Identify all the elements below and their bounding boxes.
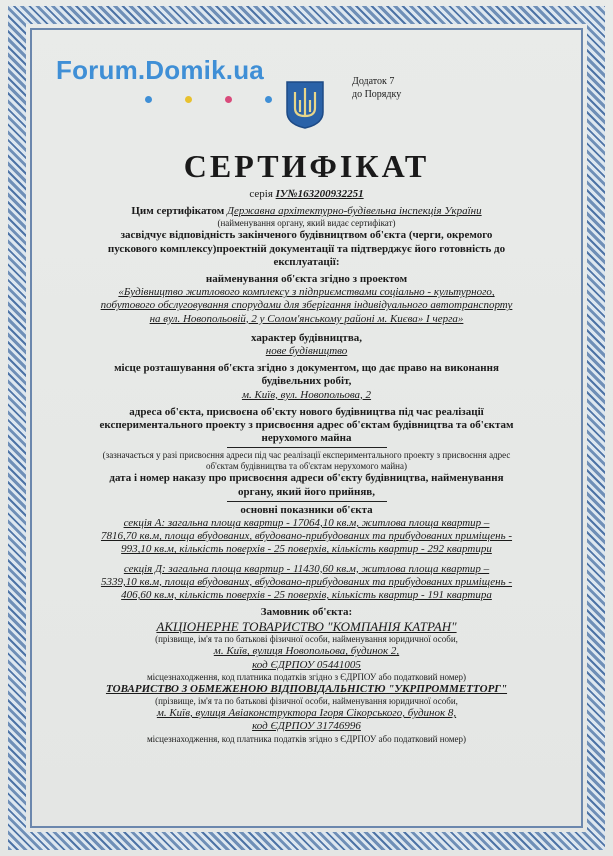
location-value: м. Київ, вул. Новопольова, 2 [241,388,372,401]
order-label1: дата і номер наказу про присвоєння адреси об'єкту будівництва, найменування [109,472,504,485]
customer1-caption: (прізвище, ім'я та по батькові фізичної особи, найменування юридичної особи, [155,634,458,645]
customer2-name: ТОВАРИСТВО З ОБМЕЖЕНОЮ ВІДПОВІДАЛЬНІСТЮ "УКРПРОММЕТТОРГ" [105,682,508,695]
document-title: СЕРТИФІКАТ [183,148,430,184]
series-line [60,188,553,201]
issuer-name: Державна архітектурно-будівельна інспекція України [226,205,482,218]
customer1-caption2: місцезнаходження, код платника податків згідно з ЄДРПОУ або податковий номер) [146,671,467,682]
order-blank-line [227,501,387,502]
customer2-caption2: місцезнаходження, код платника податків згідно з ЄДРПОУ або податковий номер) [146,733,467,744]
customer2-code: код ЄДРПОУ 31746996 [252,720,361,733]
section-a-line1: секція А: загальна площа квартир - 17064,10 кв.м, житлова площа квартир – [123,517,490,530]
address-label1: адреса об'єкта, присвоєна об'єкту нового будівництва під час реалізації [129,405,484,418]
issuer-caption: (найменування органу, який видає сертифікат) [217,218,396,229]
confirms-line1: засвідчує відповідність закінченого будівництвом об'єкта (черги, окремого [120,229,493,242]
address-label2: експериментального проекту з присвоєння адрес об'єктам будівництва та об'єктам [99,419,514,432]
customer-label: Замовник об'єкта: [260,606,353,619]
order-label2: органу, який його прийняв, [238,485,375,498]
address-note2: об'єктам будівництва та об'єктам нерухомого майна) [206,461,407,472]
series-number: ІУ№163200932251 [275,188,364,200]
customer1-name: АКЦІОНЕРНЕ ТОВАРИСТВО "КОМПАНІЯ КАТРАН" [156,619,457,635]
construction-label: характер будівництва, [250,331,363,344]
appendix-note [352,75,472,101]
section-d-line1: секція Д: загальна площа квартир - 11430,60 кв.м, житлова площа квартир – [123,562,490,575]
indicators-label: основні показники об'єкта [240,503,373,516]
address-note1: (зазначається у разі присвоєння адреси під час реалізації експериментального проекту з присвоєння адрес [102,450,511,461]
customer1-code: код ЄДРПОУ 05441005 [252,658,361,671]
address-blank-line [227,447,387,448]
confirms-line3: експлуатації: [273,255,340,268]
object-name-line3: на вул. Новопольовій, 2 у Солом'янському районі м. Києва» І черга» [149,312,464,325]
issuer-line [60,205,553,218]
object-name-line1: «Будівництво житлового комплексу з підприємствами соціально - культурного, [118,286,495,299]
object-name-label: найменування об'єкта згідно з проектом [205,273,408,286]
issuer-prefix: Цим сертифікатом [131,205,225,218]
series-label: серія [249,188,273,200]
appendix-line1: Додаток 7 [352,76,395,87]
construction-value: нове будівництво [265,345,348,358]
customer2-caption: (прізвище, ім'я та по батькові фізичної особи, найменування юридичної особи, [155,696,458,707]
location-label2: будівельних робіт, [261,375,352,388]
watermark-dots [145,90,305,108]
confirms-line2: пускового комплексу)проектній документації та підтверджує його готовність до [107,242,506,255]
appendix-line2: до Порядку [352,89,402,100]
section-a-line2: 7816,70 кв.м, площа вбудованих, вбудовано-прибудованих та прибудованих приміщень - [100,530,513,543]
address-label3: нерухомого майна [261,432,352,445]
location-label1: місце розташування об'єкта згідно з документом, що дає право на виконання [114,362,499,375]
section-d-line2: 5339,10 кв.м, площа вбудованих, вбудовано-прибудованих та прибудованих приміщень - [100,575,513,588]
certificate-body [60,188,553,745]
trident-emblem-icon [285,80,325,130]
object-name-line2: побутового обслуговування спорудами для зберігання індивідуального автотранспорту [100,299,513,312]
customer1-address: м. Київ, вулиця Новопольова, будинок 2, [213,645,400,658]
customer2-address: м. Київ, вулиця Авіаконструктора Ігоря Сікорського, будинок 8, [156,707,457,720]
section-a-line3: 993,10 кв.м, кількість поверхів - 25 поверхів, кількість квартир - 292 квартири [121,543,492,556]
section-d-line3: 406,60 кв.м, кількість поверхів - 25 поверхів, кількість квартир - 191 квартира [121,589,492,602]
watermark-logo: Forum.Domik.ua [56,55,264,85]
